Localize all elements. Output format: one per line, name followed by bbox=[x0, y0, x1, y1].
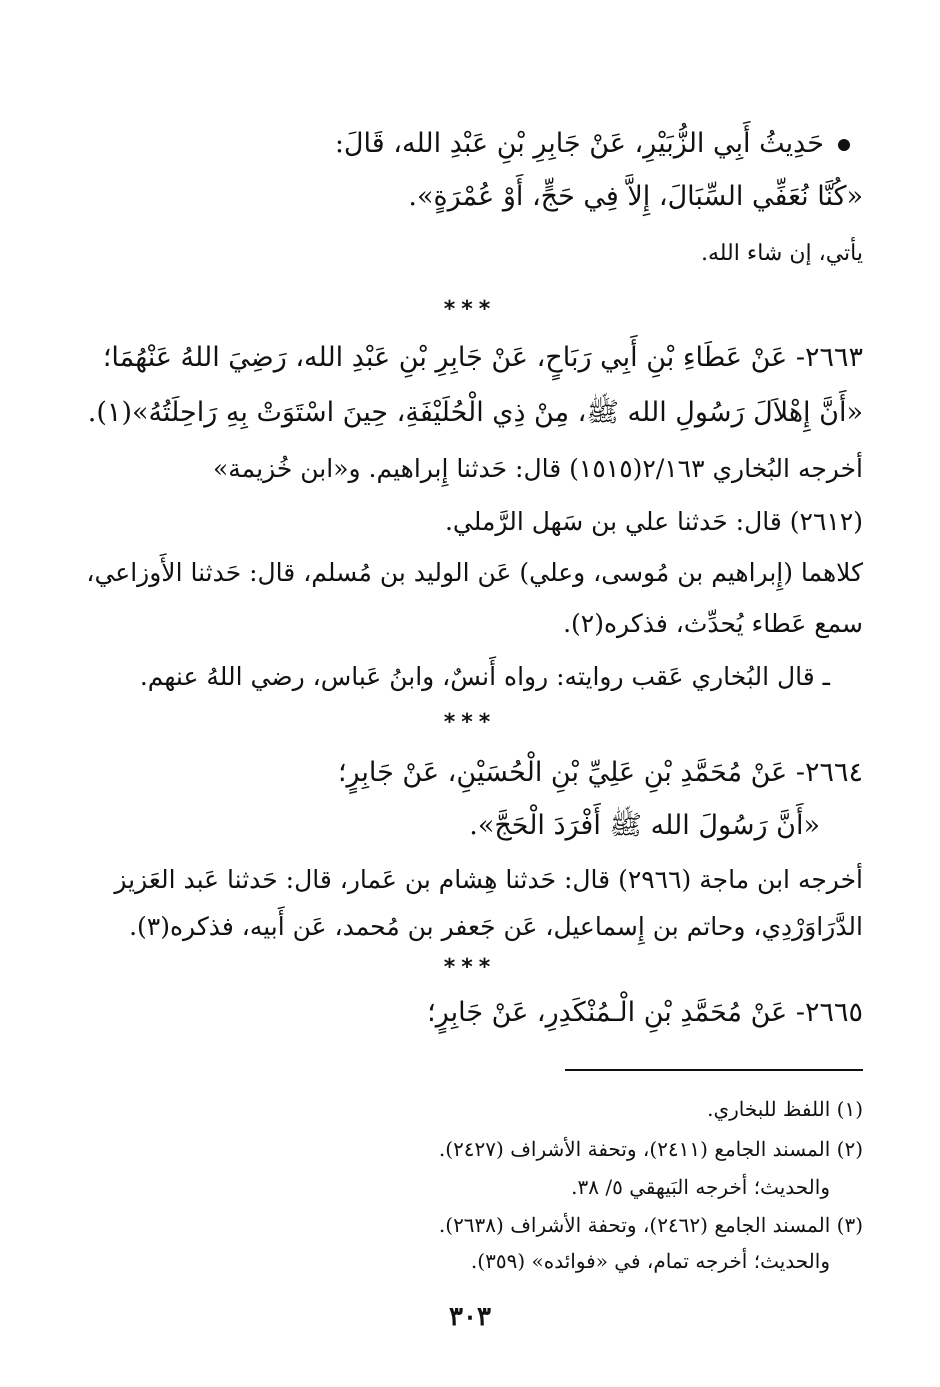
page-number: ٣٠٣ bbox=[449, 1302, 491, 1332]
footnote-3: (٣) المسند الجامع (٢٤٦٢)، وتحفة الأشراف (٢٦٣٨). bbox=[438, 1213, 863, 1237]
bullet-hadith-note: يأتي، إن شاء الله. bbox=[700, 241, 863, 266]
hadith-2663-bukhari-note: ـ قال البُخاري عَقب روايته: رواه أَنسٌ، وابنُ عَباس، رضي اللهُ عنهم. bbox=[139, 662, 830, 691]
hadith-2665-isnad: ٢٦٦٥- عَنْ مُحَمَّدِ بْنِ الْـمُنْكَدِرِ، عَنْ جَابِرٍ؛ bbox=[427, 997, 863, 1028]
hadith-2664-matn: «أَنَّ رَسُولَ الله ﷺ أَفْرَدَ الْحَجَّ». bbox=[469, 810, 820, 841]
bullet-icon bbox=[838, 139, 850, 151]
hadith-2663-matn: «أَنَّ إِهْلاَلَ رَسُولِ الله ﷺ، مِنْ ذِي الْحُلَيْفَةِ، حِينَ اسْتَوَتْ بِهِ رَاحِلَتُهُ»(١). bbox=[87, 397, 863, 428]
footnote-2: (٢) المسند الجامع (٢٤١١)، وتحفة الأشراف (٢٤٢٧). bbox=[438, 1137, 863, 1161]
section-separator: *** bbox=[443, 297, 497, 322]
bullet-hadith-line1 bbox=[335, 124, 850, 164]
hadith-2664-takhrij-2: الدَّرَاوَرْدِي، وحاتم بن إِسماعيل، عَن جَعفر بن مُحمد، عَن أَبيه، فذكره(٣). bbox=[129, 912, 863, 941]
hadith-2664-takhrij-1: أخرجه ابن ماجة (٢٩٦٦) قال: حَدثنا هِشام بن عَمار، قال: حَدثنا عَبد العَزيز bbox=[114, 865, 863, 894]
hadith-2663-takhrij-2: (٢٦١٢) قال: حَدثنا علي بن سَهل الرَّملي. bbox=[444, 507, 863, 536]
bullet-hadith-line2: «كُنَّا نُعَفِّي السِّبَالَ، إِلاَّ فِي حَجٍّ، أَوْ عُمْرَةٍ». bbox=[408, 181, 863, 212]
hadith-2663-takhrij-4: سمع عَطاء يُحدِّث، فذكره(٢). bbox=[563, 609, 863, 638]
footnote-divider bbox=[565, 1069, 863, 1071]
section-separator: *** bbox=[443, 955, 497, 980]
footnote-3-continuation: والحديث؛ أخرجه تمام، في «فوائده» (٣٥٩). bbox=[470, 1249, 830, 1273]
section-separator: *** bbox=[443, 710, 497, 735]
hadith-2663-takhrij-3: كلاهما (إِبراهيم بن مُوسى، وعلي) عَن الوليد بن مُسلم، قال: حَدثنا الأَوزاعي، bbox=[86, 558, 863, 587]
bullet-hadith-line1-text: حَدِيثُ أَبِي الزُّبَيْرِ، عَنْ جَابِرِ بْنِ عَبْدِ الله، قَالَ: bbox=[334, 128, 824, 159]
footnote-1: (١) اللفظ للبخاري. bbox=[707, 1097, 863, 1121]
footnote-2-continuation: والحديث؛ أخرجه البَيهقي ٥/ ٣٨. bbox=[571, 1175, 830, 1199]
hadith-2663-takhrij-1: أخرجه البُخاري ٢/١٦٣(١٥١٥) قال: حَدثنا إِبراهيم. و«ابن خُزيمة» bbox=[212, 454, 863, 483]
hadith-2663-isnad: ٢٦٦٣- عَنْ عَطَاءِ بْنِ أَبِي رَبَاحٍ، عَنْ جَابِرِ بْنِ عَبْدِ الله، رَضِيَ اللهُ عَنْهُمَا؛ bbox=[102, 342, 863, 373]
hadith-2664-isnad: ٢٦٦٤- عَنْ مُحَمَّدِ بْنِ عَلِيِّ بْنِ الْحُسَيْنِ، عَنْ جَابِرٍ؛ bbox=[337, 757, 863, 788]
